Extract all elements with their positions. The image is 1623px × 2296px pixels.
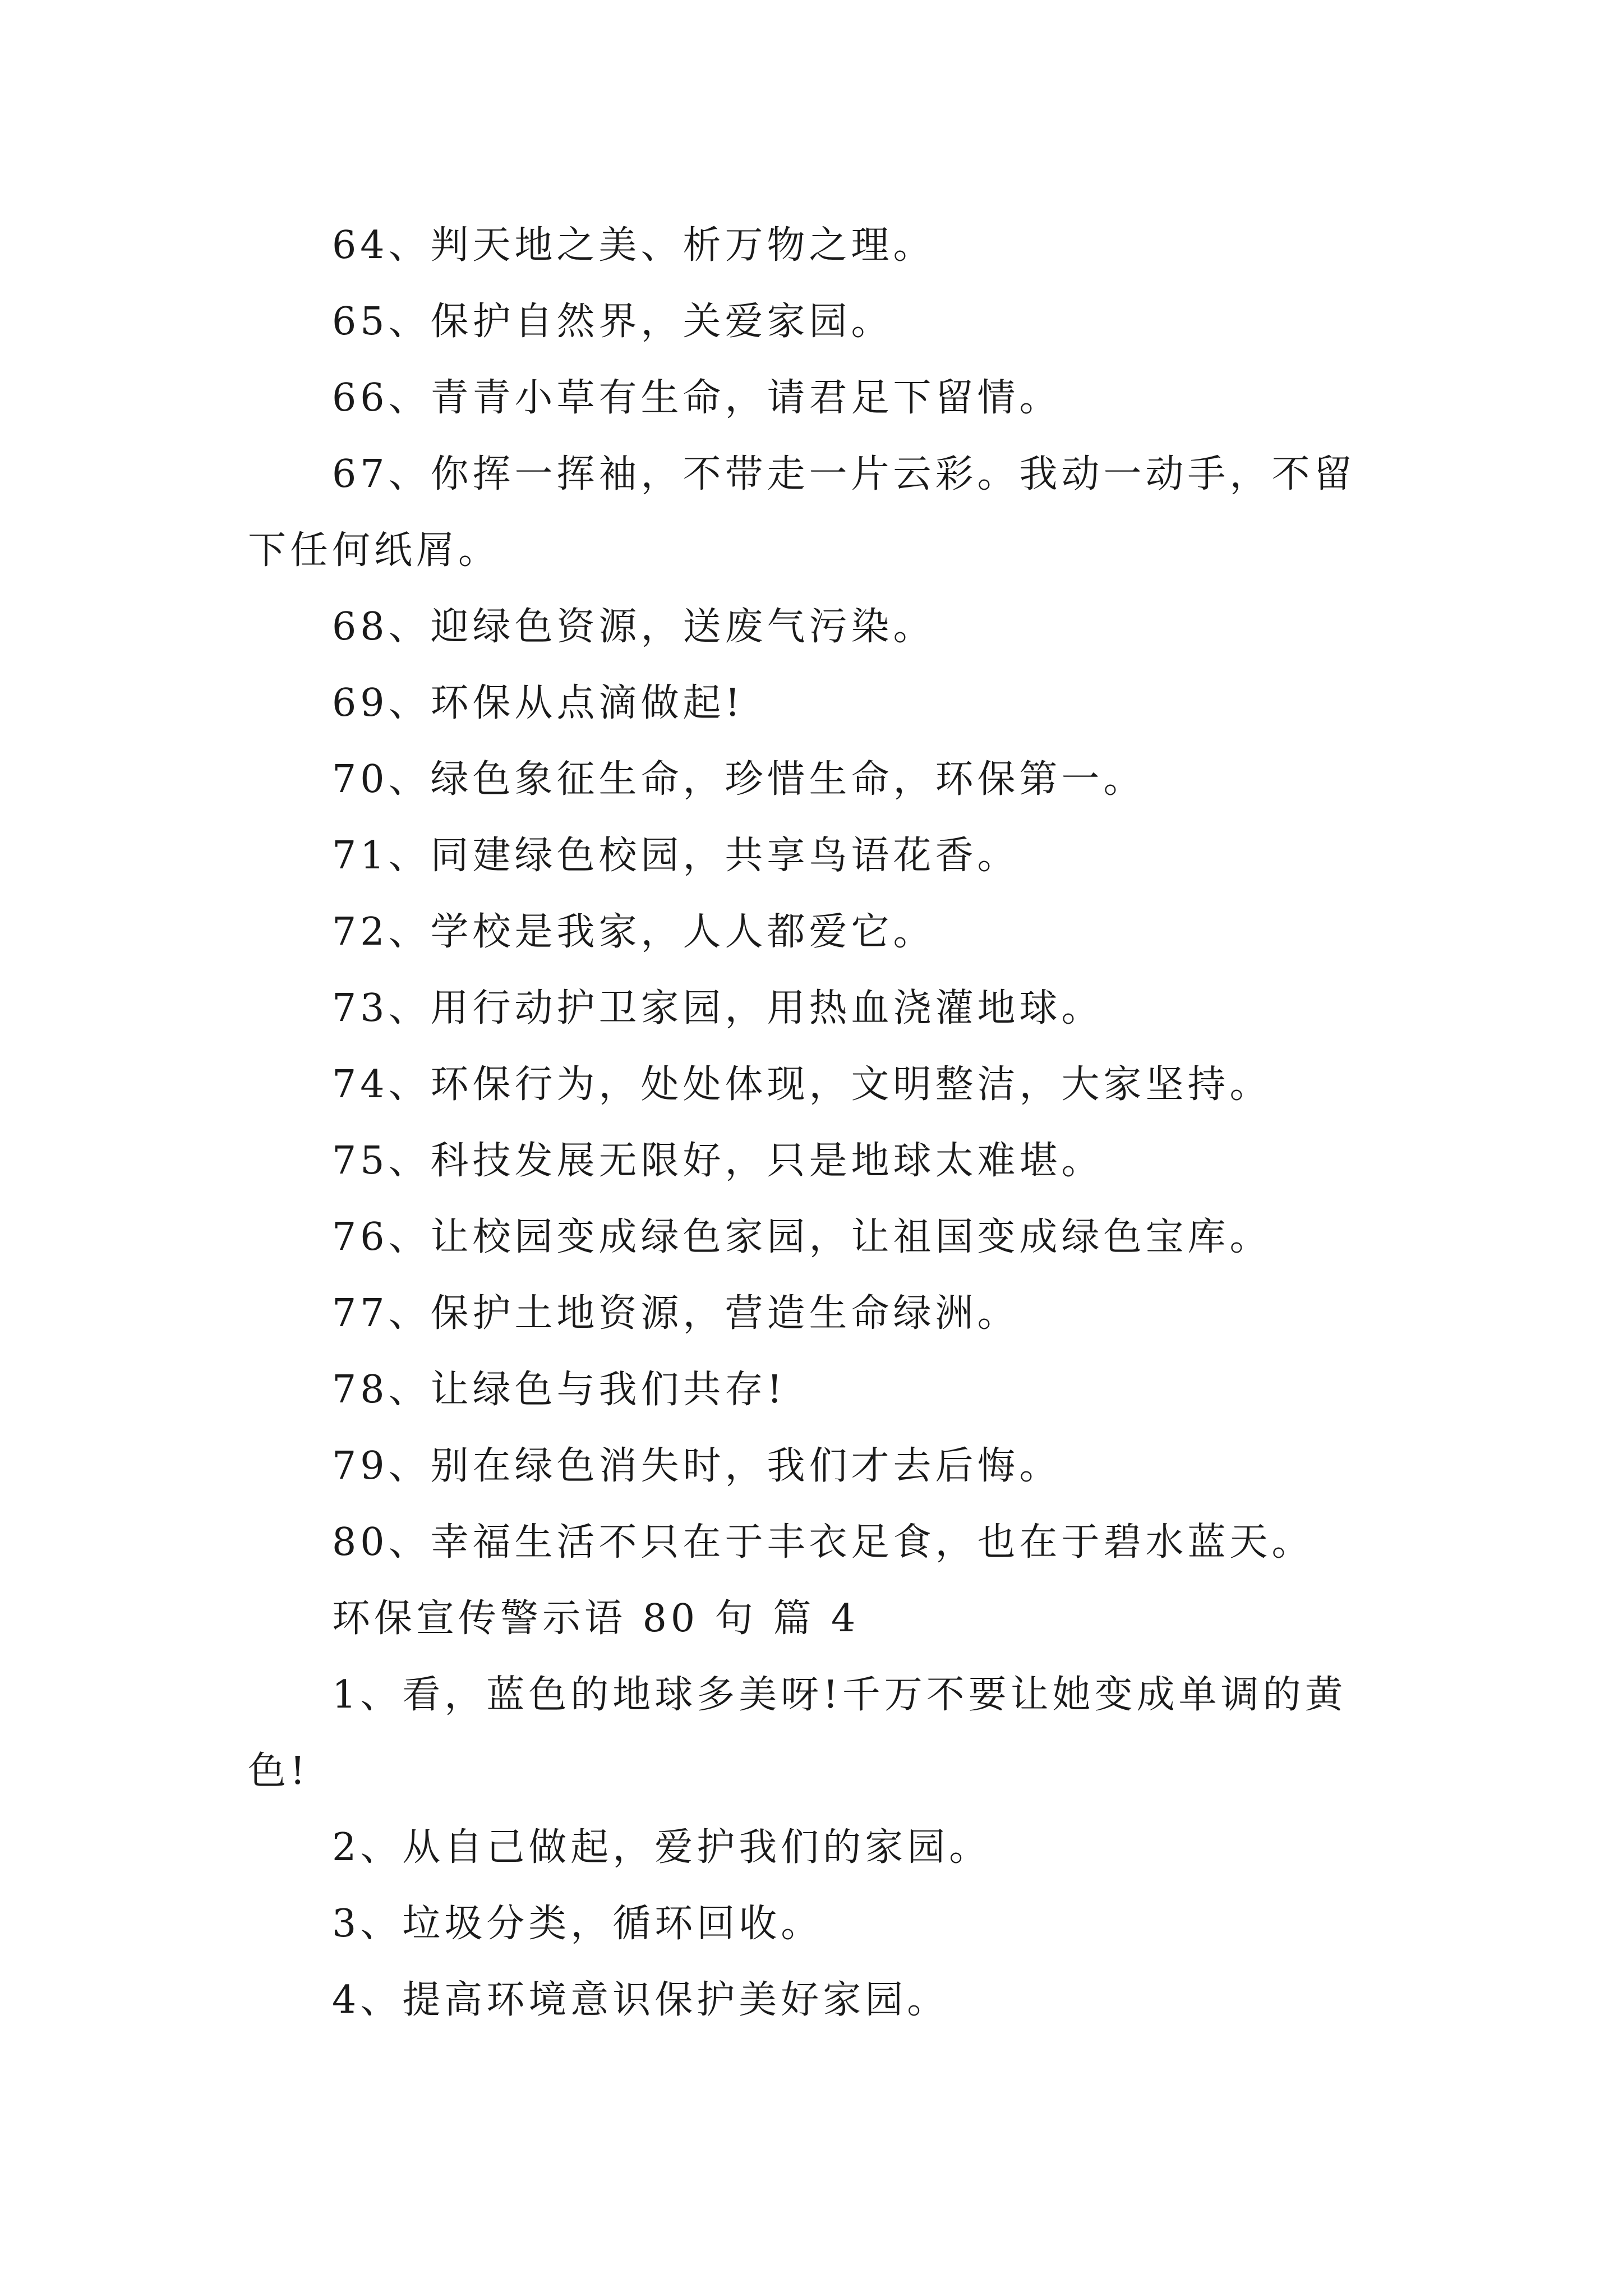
- slogan-75: 75、科技发展无限好，只是地球太难堪。: [332, 1139, 1104, 1183]
- slogan-80: 80、幸福生活不只在于丰衣足食，也在于碧水蓝天。: [332, 1520, 1314, 1565]
- slogan-77: 77、保护土地资源，营造生命绿洲。: [332, 1291, 1020, 1336]
- slogan-70: 70、绿色象征生命，珍惜生命，环保第一。: [332, 757, 1146, 802]
- slogan-71: 71、同建绿色校园，共享鸟语花香。: [332, 834, 1020, 878]
- slogan-67: 67、你挥一挥袖，不带走一片云彩。我动一动手，不留下任何纸屑。: [248, 452, 1356, 573]
- slogan-65: 65、保护自然界，关爱家园。: [332, 300, 893, 344]
- section-heading: 环保宣传警示语 80 句 篇 4: [332, 1596, 860, 1641]
- slogan-66: 66、青青小草有生命，请君足下留情。: [332, 376, 1062, 420]
- slogan-1: 1、看，蓝色的地球多美呀!千万不要让她变成单调的黄色!: [248, 1673, 1347, 1793]
- slogan-78: 78、让绿色与我们共存!: [332, 1368, 786, 1412]
- slogan-73: 73、用行动护卫家园，用热血浇灌地球。: [332, 986, 1104, 1030]
- slogan-2: 2、从自己做起，爱护我们的家园。: [332, 1825, 992, 1870]
- slogan-76: 76、让校园变成绿色家园，让祖国变成绿色宝库。: [332, 1215, 1272, 1259]
- slogan-72: 72、学校是我家，人人都爱它。: [332, 910, 935, 954]
- slogan-79: 79、别在绿色消失时，我们才去后悔。: [332, 1444, 1062, 1488]
- document-body: [248, 208, 1386, 2039]
- slogan-4: 4、提高环境意识保护美好家园。: [332, 1978, 949, 2022]
- slogan-69: 69、环保从点滴做起!: [332, 681, 744, 725]
- slogan-68: 68、迎绿色资源，送废气污染。: [332, 605, 935, 649]
- slogan-3: 3、垃圾分类，循环回收。: [332, 1902, 823, 1946]
- slogan-64: 64、判天地之美、析万物之理。: [332, 223, 935, 268]
- slogan-74: 74、环保行为，处处体现，文明整洁，大家坚持。: [332, 1062, 1272, 1107]
